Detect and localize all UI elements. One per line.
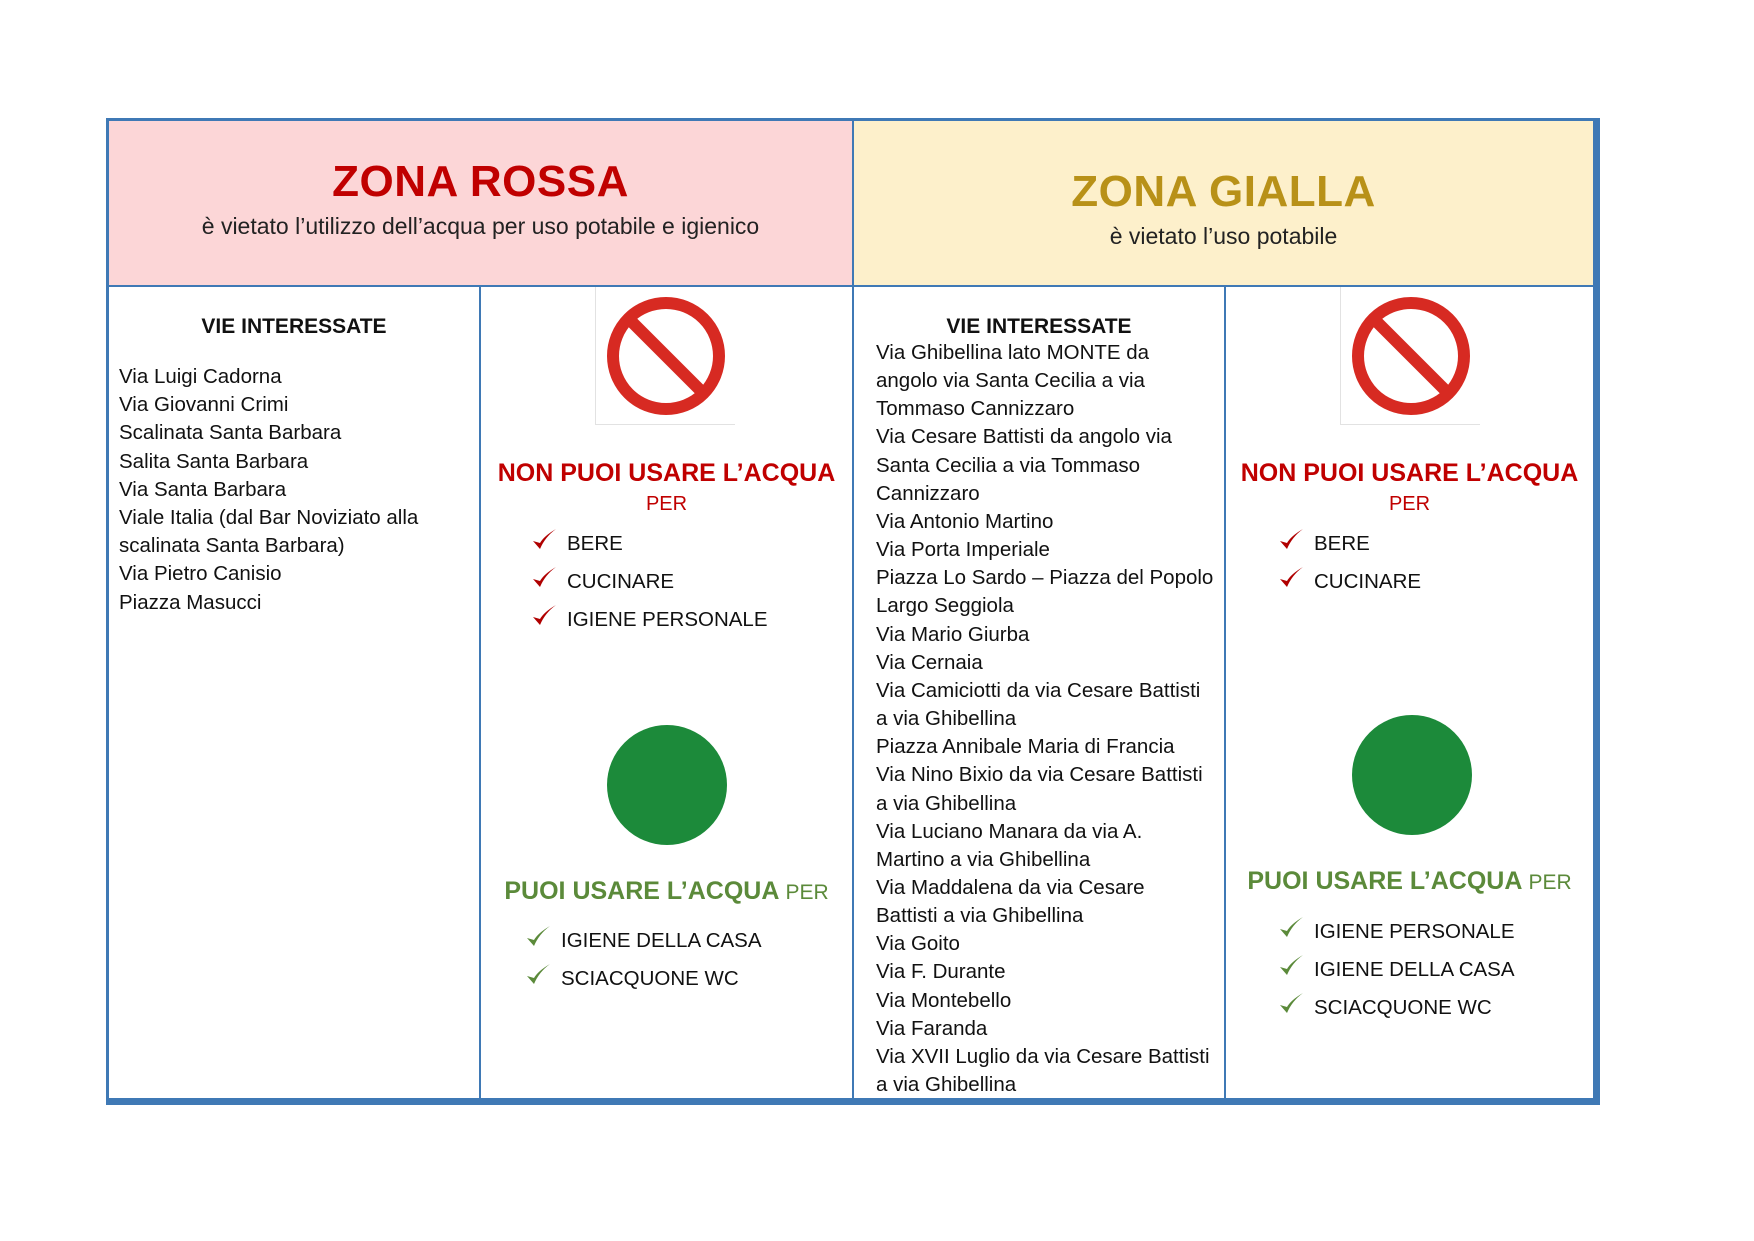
red-zone-uses-column (481, 287, 854, 1098)
red-allowed-per: PER (785, 881, 829, 904)
yellow-zone-header (854, 121, 1593, 285)
street-item: Via Camiciotti da via Cesare Battisti (876, 678, 1201, 702)
street-item: Via Montebello (876, 988, 1012, 1012)
street-item: Via Ghibellina lato MONTE da (876, 341, 1150, 364)
red-zone-streets-title: VIE INTERESSATE (201, 315, 387, 338)
use-item (525, 922, 762, 960)
yellow-zone-uses-column (1226, 287, 1593, 1098)
checkmark-icon (525, 924, 551, 950)
yellow-allowed-per: PER (1528, 871, 1572, 894)
street-item: Via Mario Giurba (876, 622, 1030, 646)
street-item: angolo via Santa Cecilia a via (876, 369, 1145, 393)
red-forbidden-per: PER (645, 493, 688, 515)
red-allowed-uses (525, 922, 762, 998)
yellow-forbidden-title: NON PUOI USARE L’ACQUA (1240, 459, 1579, 487)
street-item: Piazza Masucci (119, 590, 262, 614)
street-item: Via Santa Barbara (119, 477, 287, 501)
checkmark-icon (1278, 565, 1304, 591)
street-item: Via Antonio Martino (876, 509, 1054, 533)
street-item: Salita Santa Barbara (119, 449, 309, 473)
street-item: Martino a via Ghibellina (876, 847, 1091, 871)
use-label: CUCINARE (1314, 570, 1422, 593)
green-circle-icon (607, 725, 727, 845)
green-circle-icon (1352, 715, 1472, 835)
street-item: Via Giovanni Crimi (119, 393, 289, 417)
use-item (1278, 563, 1421, 601)
no-entry-sign-icon (595, 287, 735, 425)
checkmark-icon (1278, 991, 1304, 1017)
yellow-zone-streets-list (854, 339, 1224, 1099)
use-label: CUCINARE (567, 570, 675, 593)
use-label: IGIENE PERSONALE (1314, 920, 1515, 943)
use-item (525, 960, 762, 998)
red-zone-title: ZONA ROSSA (332, 157, 629, 206)
street-item: Tommaso Cannizzaro (876, 397, 1075, 421)
street-item: Via Luciano Manara da via A. (876, 819, 1143, 843)
zones-table (106, 118, 1600, 1105)
use-label: BERE (567, 532, 623, 555)
street-item: Via F. Durante (876, 960, 1006, 984)
use-label: IGIENE DELLA CASA (561, 929, 762, 952)
yellow-forbidden-uses (1278, 525, 1421, 601)
checkmark-icon (531, 603, 557, 629)
no-entry-sign-icon (1340, 287, 1480, 425)
street-item: Piazza Annibale Maria di Francia (876, 735, 1175, 759)
red-allowed-title-text: PUOI USARE L’ACQUA (504, 877, 779, 905)
street-item: Via Porta Imperiale (876, 538, 1050, 562)
street-item: Via Luigi Cadorna (119, 365, 282, 388)
use-item (1278, 913, 1515, 951)
street-item: Cannizzaro (876, 481, 980, 505)
use-label: BERE (1314, 532, 1370, 555)
use-item (531, 601, 768, 639)
yellow-allowed-title-text: PUOI USARE L’ACQUA (1247, 867, 1522, 895)
street-item: Via Maddalena da via Cesare (876, 875, 1145, 899)
red-forbidden-uses (531, 525, 768, 639)
red-zone-streets-list (109, 363, 479, 617)
street-item: Via Cernaia (876, 650, 983, 674)
street-item: Largo Seggiola (876, 594, 1014, 618)
yellow-forbidden-per: PER (1388, 493, 1431, 515)
yellow-zone-streets-column (854, 287, 1226, 1098)
street-item: Santa Cecilia a via Tommaso (876, 453, 1140, 477)
checkmark-icon (1278, 953, 1304, 979)
checkmark-icon (1278, 527, 1304, 553)
street-item: a via Ghibellina (876, 707, 1017, 731)
use-label: IGIENE PERSONALE (567, 608, 768, 631)
street-item: Viale Italia (dal Bar Noviziato alla (119, 506, 419, 530)
use-item (531, 563, 768, 601)
checkmark-icon (531, 527, 557, 553)
street-item: Via Cesare Battisti da angolo via (876, 425, 1172, 449)
red-forbidden-title: NON PUOI USARE L’ACQUA (497, 459, 836, 487)
use-label: SCIACQUONE WC (561, 967, 739, 990)
red-zone-header (109, 121, 854, 285)
checkmark-icon (531, 565, 557, 591)
yellow-allowed-title (1226, 867, 1593, 896)
red-zone-subtitle: è vietato l’utilizzo dell’acqua per uso potabile e igienico (201, 213, 760, 239)
street-item: Via Faranda (876, 1016, 988, 1040)
street-item: Scalinata Santa Barbara (119, 421, 342, 445)
street-item: Via Nino Bixio da via Cesare Battisti (876, 763, 1203, 787)
use-item (531, 525, 768, 563)
street-item: Via XVII Luglio da via Cesare Battisti (876, 1044, 1210, 1068)
street-item: Piazza Lo Sardo – Piazza del Popolo (876, 566, 1214, 590)
street-item: scalinata Santa Barbara) (119, 534, 345, 558)
street-item: Via Pietro Canisio (119, 562, 282, 586)
use-item (1278, 951, 1515, 989)
yellow-zone-subtitle: è vietato l’uso potabile (1109, 223, 1338, 249)
street-item: a via Ghibellina (876, 791, 1017, 815)
yellow-allowed-uses (1278, 913, 1515, 1027)
checkmark-icon (525, 962, 551, 988)
street-item: Battisti a via Ghibellina (876, 904, 1084, 928)
red-zone-streets-column (109, 287, 481, 1098)
street-item: Via Goito (876, 932, 960, 956)
use-label: SCIACQUONE WC (1314, 996, 1492, 1019)
yellow-zone-streets-title: VIE INTERESSATE (946, 315, 1132, 338)
use-item (1278, 989, 1515, 1027)
yellow-zone-title: ZONA GIALLA (1071, 167, 1376, 216)
checkmark-icon (1278, 915, 1304, 941)
red-allowed-title (481, 877, 852, 906)
use-label: IGIENE DELLA CASA (1314, 958, 1515, 981)
use-item (1278, 525, 1421, 563)
street-item: a via Ghibellina (876, 1073, 1017, 1097)
